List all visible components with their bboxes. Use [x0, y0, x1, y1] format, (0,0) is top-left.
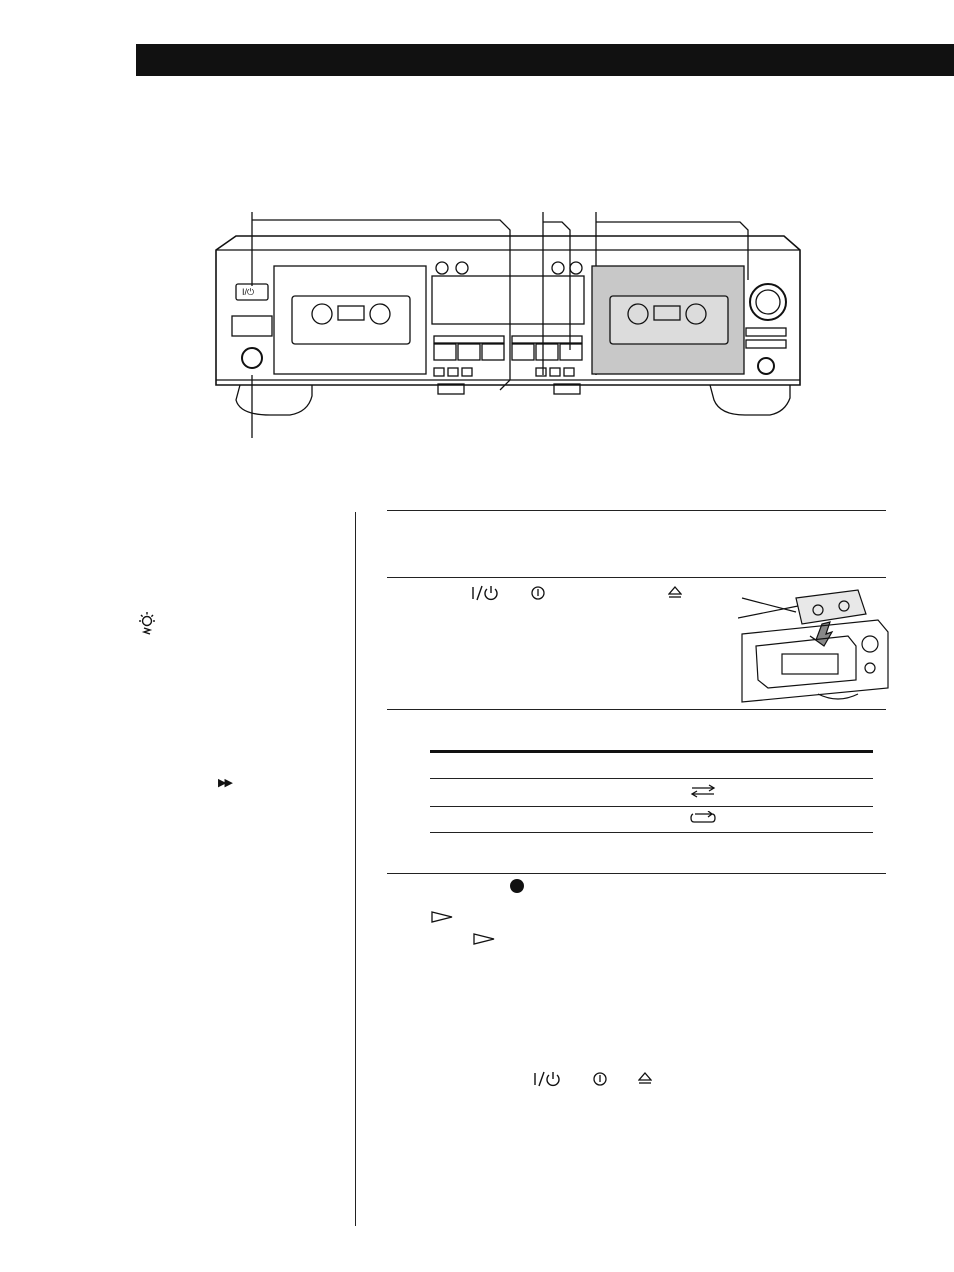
eject-icon — [668, 585, 682, 601]
record-icon — [510, 879, 524, 893]
loop-icon — [690, 811, 716, 830]
callout-line-deck-a — [252, 220, 510, 390]
play-icon — [430, 910, 454, 924]
step-rule-2 — [387, 577, 886, 578]
table-row-rule — [430, 832, 873, 833]
one-way-icon — [690, 784, 716, 803]
cassette-insert-illustration — [738, 584, 890, 706]
cassette-deck-drawing — [200, 200, 820, 450]
play-icon — [472, 932, 496, 946]
eject-icon — [638, 1071, 652, 1087]
step-rule-4 — [387, 873, 886, 874]
cassette-deck-illustration — [200, 200, 820, 450]
header-bar — [136, 44, 954, 76]
column-divider — [355, 512, 356, 1226]
power-button-label: I/⏻ — [242, 287, 255, 297]
fast-forward-icon: ▶▶ — [218, 777, 231, 789]
table-row-rule — [430, 778, 873, 779]
step-rule-1 — [387, 510, 886, 511]
power-icon — [532, 1070, 562, 1088]
standby-icon — [592, 1070, 608, 1088]
power-icon — [470, 584, 500, 602]
table-header-rule — [430, 750, 873, 753]
lightbulb-icon — [138, 612, 156, 636]
standby-icon — [530, 584, 546, 602]
table-row-rule — [430, 806, 873, 807]
mode-table — [430, 750, 873, 836]
callout-line-play — [543, 222, 570, 350]
step-rule-3 — [387, 709, 886, 710]
